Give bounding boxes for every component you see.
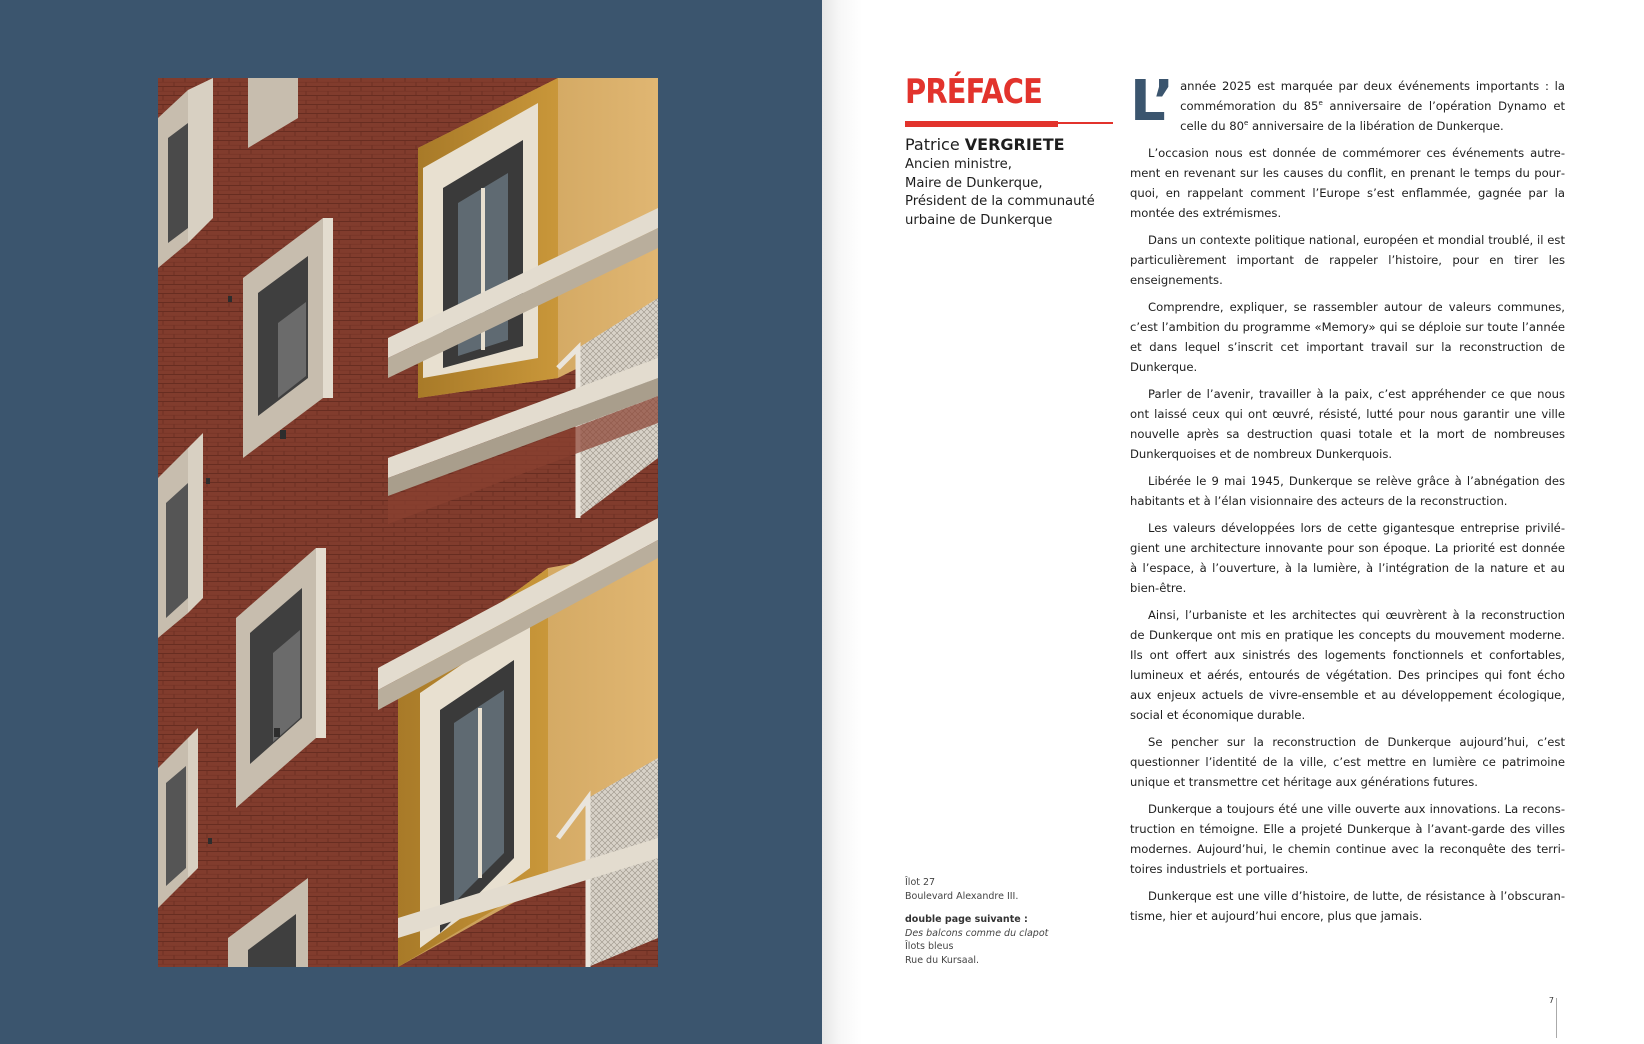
author-role: urbaine de Dunkerque: [905, 212, 1053, 228]
paragraph: Dans un contexte politique national, européen et mondial troublé, il est particulièrement important de rappeler l’histoire, pour en tirer les enseignements.: [1130, 233, 1565, 287]
paragraph: Dunkerque est une ville d’histoire, de lutte, de résistance à l’obscurantisme, hier et aujourd’hui encore, plus que jamais.: [1130, 889, 1565, 923]
paragraph: Dunkerque a toujours été une ville ouverte aux innovations. La reconstruction en témoigne. Elle a projeté Dunkerque à l’avant-garde des villes modernes. Aujourd’hui, le chemin continue avec la reconquête des territoires industriels et portuaires.: [1130, 802, 1565, 876]
caption-next-place: Îlots bleus: [905, 941, 954, 952]
author-role: Président de la communauté: [905, 194, 1095, 209]
photo-caption: [905, 876, 1125, 967]
caption-next-title: Des balcons comme du clapot: [905, 927, 1049, 939]
author-name: [905, 134, 1120, 156]
dropcap: L’: [1130, 69, 1175, 134]
paragraph: Libérée le 9 mai 1945, Dunkerque se relève grâce à l’abnégation des habitants et à l’élan visionnaire des acteurs de la reconstruction.: [1130, 474, 1565, 508]
caption-place: Îlot 27: [905, 877, 936, 888]
paragraph: Les valeurs développées lors de cette gigantesque entreprise privilégient une architecture innovante pour son époque. La priorité est donnée à l’espace, à l’ouverture, à la lumière, à l’intégration de la nature et au bien-être.: [1130, 521, 1565, 595]
paragraph: Se pencher sur la reconstruction de Dunkerque aujourd’hui, c’est questionner l’identité de la ville, c’est mettre en lumière ce patrimoine unique et transmettre cet héritage aux générations futures.: [1130, 735, 1565, 789]
author-last-name: VERGRIETE: [964, 135, 1065, 154]
author-block: [905, 134, 1120, 230]
page-number-rule: [1556, 998, 1557, 1038]
preface-title: PRÉFACE: [905, 72, 1042, 112]
author-role: Maire de Dunkerque,: [905, 175, 1043, 191]
paragraph: L’occasion nous est donnée de commémorer ces événements autrement en revenant sur les causes du conflit, en prenant le temps du pourquoi, en rappelant comment l’Europe s’est enflammée, gagnée par la montée des extrémismes.: [1130, 146, 1565, 220]
title-underline: [905, 121, 1058, 127]
paragraph: Parler de l’avenir, travailler à la paix, c’est appréhender ce que nous ont laissé ceux qui ont œuvré, résisté, lutté pour nous garantir une ville nouvelle après sa destruction quasi totale et la mort de nombreuses Dunkerquoises et de nombreux Dunkerquois.: [1130, 387, 1565, 461]
title-underline-thin: [1058, 122, 1113, 124]
building-facade-photo: [158, 78, 658, 967]
author-role: Ancien ministre,: [905, 157, 1012, 172]
paragraph: Comprendre, expliquer, se rassembler autour de valeurs communes, c’est l’ambition du programme «Memory» qui se déploie sur toute l’année et dans lequel s’inscrit cet important travail sur la reconstruction de Dunkerque.: [1130, 300, 1565, 374]
caption-next-street: Rue du Kursaal.: [905, 954, 980, 966]
caption-next-label: double page suivante :: [905, 914, 1028, 925]
author-first-name: Patrice: [905, 135, 960, 154]
page-number: 7: [1548, 996, 1554, 1005]
preface-body: [1130, 69, 1565, 933]
paragraph: L’ année 2025 est marquée par deux événements importants : la commémoration du 85e anniversaire de l’opération Dynamo et celle du 80e anniversaire de la libération de Dunkerque.: [1130, 69, 1565, 134]
caption-street: Boulevard Alexandre III.: [905, 890, 1019, 902]
paragraph: Ainsi, l’urbaniste et les architectes qui œuvrèrent à la reconstruction de Dunkerque ont mis en pratique les concepts du mouvement moderne. Ils ont offert aux sinistrés des logements fonctionnels et confortables, lumineux et aérés, entourés de végétation. Des principes qui font écho aux enjeux actuels de vivre-ensemble et au développement écologique, social et économique durable.: [1130, 608, 1565, 722]
